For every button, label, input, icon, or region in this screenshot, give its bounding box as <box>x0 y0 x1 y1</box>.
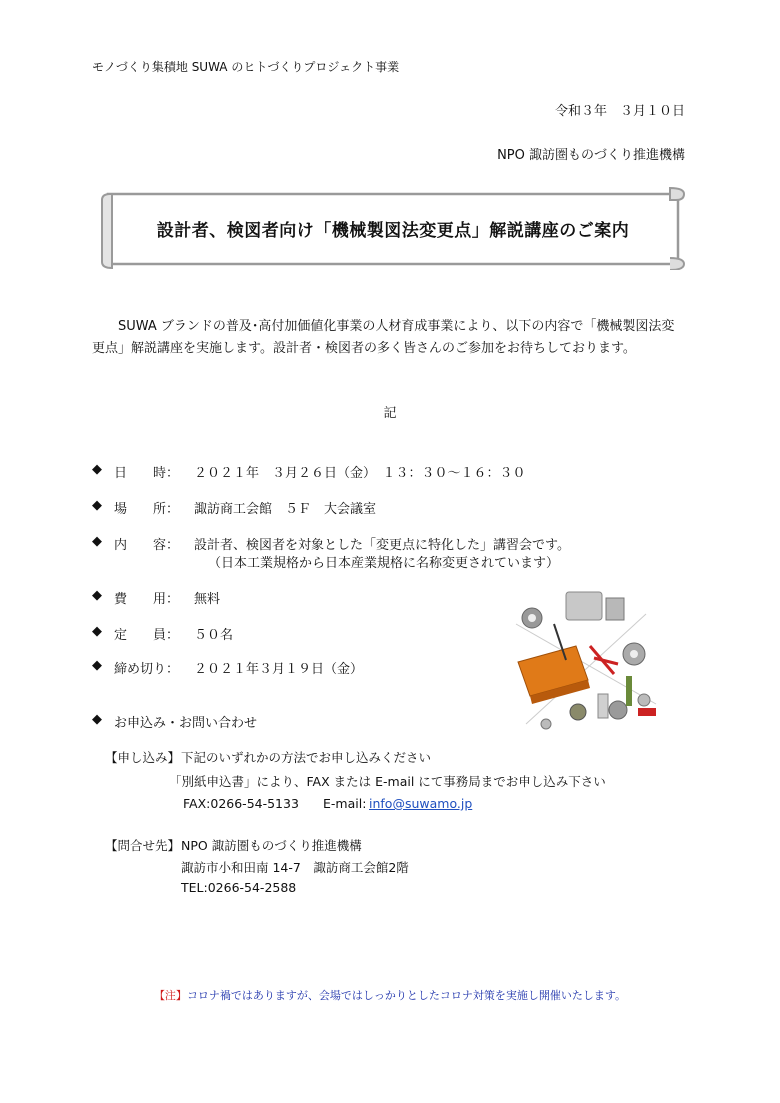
intro-line-2: 更点」解説講座を実施します。設計者・検図者の多く皆さんのご参加をお待ちしております。 <box>92 341 636 356</box>
fee-value: 無料 <box>194 592 221 607</box>
email-link[interactable]: info@suwamo.jp <box>369 796 473 811</box>
diamond-bullet-icon: ◆ <box>92 624 102 639</box>
fee-label: 費 用： <box>114 592 180 607</box>
place-label: 場 所： <box>114 502 180 517</box>
date-value: ２０２１年 ３月２６日（金） １３：３０～１６：３０ <box>194 466 526 481</box>
diamond-bullet-icon: ◆ <box>92 658 102 673</box>
deadline-value: ２０２１年３月１９日（金） <box>194 662 364 677</box>
email-label: E-mail: <box>323 796 367 811</box>
mechanical-parts-illustration <box>506 584 660 738</box>
covid-note <box>0 987 780 1003</box>
note-tag: 【注】 <box>153 989 187 1002</box>
inquiry-org: NPO 諏訪圏ものづくり推進機構 <box>181 838 362 853</box>
capacity-value: ５０名 <box>194 628 234 643</box>
issue-date: 令和３年 ３月１０日 <box>554 104 685 119</box>
header-note: モノづくり集積地 SUWA のヒトづくりプロジェクト事業 <box>92 60 400 74</box>
deadline-label: 締め切り： <box>114 662 180 677</box>
place-value: 諏訪商工会館 ５Ｆ 大会議室 <box>194 502 377 517</box>
inquiry-tel: TEL:0266-54-2588 <box>181 880 297 895</box>
application-label: 【申し込み】 <box>105 750 181 765</box>
ki-heading: 記 <box>383 406 397 421</box>
application-line-1: 下記のいずれかの方法でお申し込みください <box>181 750 432 765</box>
content-label: 内 容： <box>114 538 180 553</box>
capacity-label: 定 員： <box>114 628 180 643</box>
inquiry-address: 諏訪市小和田南 14-7 諏訪商工会館2階 <box>181 860 409 875</box>
inquiry-heading: お申込み・お問い合わせ <box>114 716 258 731</box>
intro-line-1: SUWA ブランドの普及･高付加価値化事業の人材育成事業により、以下の内容で「機械製図法変 <box>118 319 675 334</box>
note-text: コロナ禍ではありますが、会場ではしっかりとしたコロナ対策を実施し開催いたします。 <box>186 989 627 1002</box>
title-scroll-banner <box>98 186 688 270</box>
diamond-bullet-icon: ◆ <box>92 712 102 727</box>
intro-paragraph <box>92 316 702 360</box>
inquiry-label: 【問合せ先】 <box>105 838 181 853</box>
diamond-bullet-icon: ◆ <box>92 498 102 513</box>
page-title: 設計者、検図者向け「機械製図法変更点」解説講座のご案内 <box>156 221 630 241</box>
fax-number: FAX:0266-54-5133 <box>183 796 299 811</box>
date-label: 日 時： <box>114 466 180 481</box>
application-line-2: 「別紙申込書」により、FAX または E-mail にて事務局までお申し込み下さい <box>169 774 606 789</box>
diamond-bullet-icon: ◆ <box>92 588 102 603</box>
content-value: 設計者、検図者を対象とした「変更点に特化した」講習会です。 <box>194 538 570 553</box>
diamond-bullet-icon: ◆ <box>92 462 102 477</box>
diamond-bullet-icon: ◆ <box>92 534 102 549</box>
organization-name: NPO 諏訪圏ものづくり推進機構 <box>497 148 685 163</box>
content-subnote: （日本工業規格から日本産業規格に名称変更されています） <box>208 556 560 571</box>
